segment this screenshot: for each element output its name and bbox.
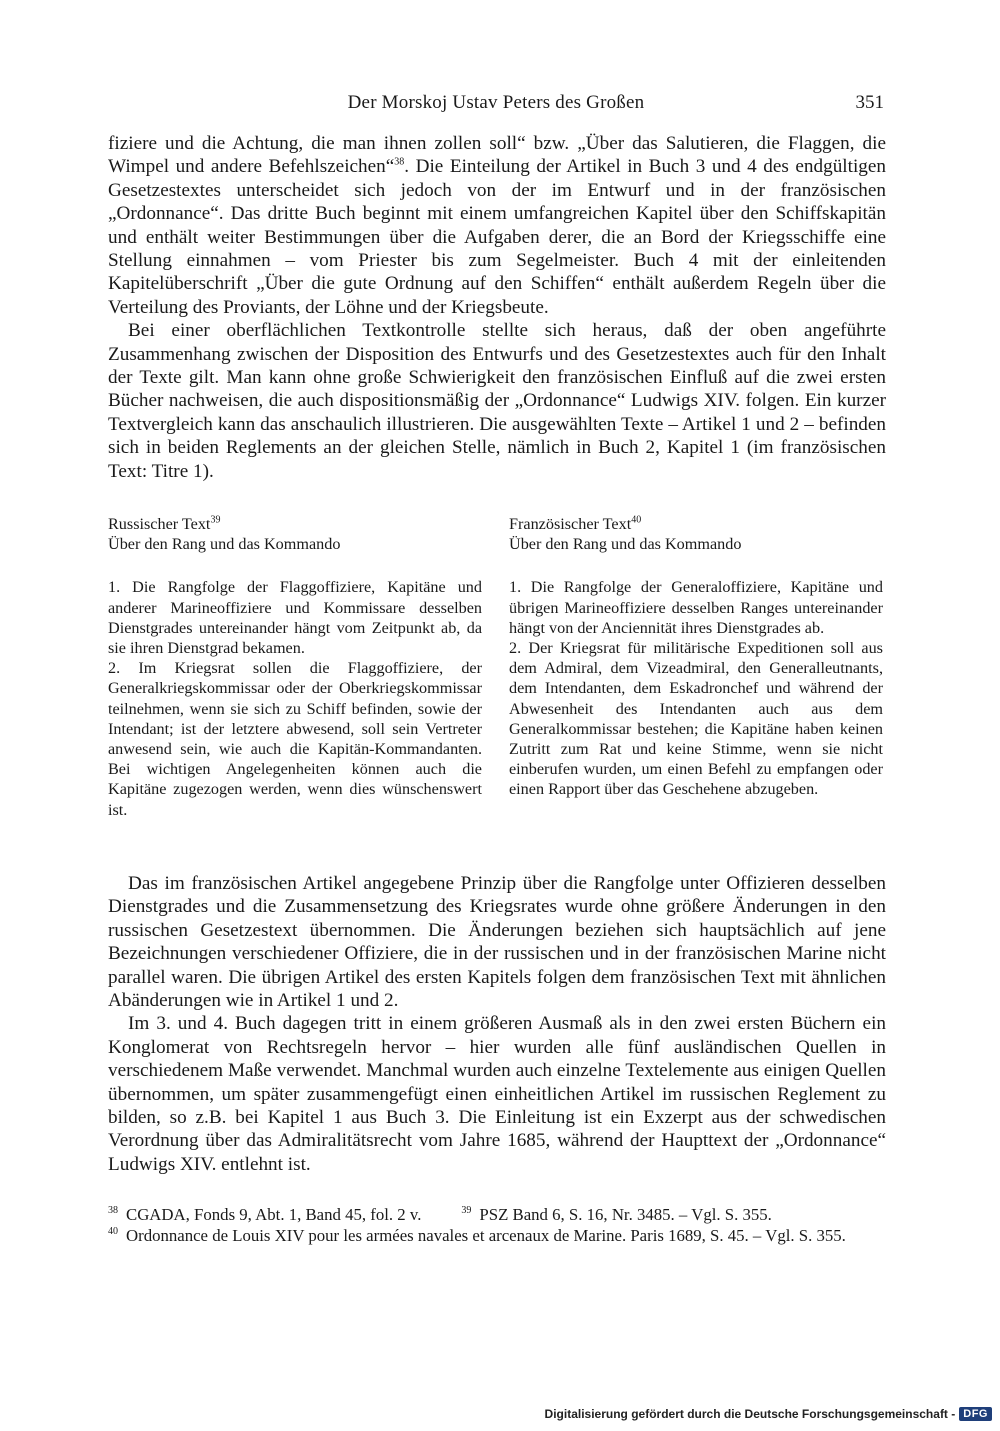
paragraph-3: Das im französischen Artikel angegebene Prinzip über die Rangfolge unter Offizieren desselben Dienstgrades und die Zusammensetzung des Kriegsrates wurde ohne größere Änderungen in den russischen Gesetzestext übernommen. Die Änderungen beziehen sich hauptsächlich auf jene Bezeichnungen verschiedener Offiziere, die in der russischen und in der französischen Marine nicht parallel waren. Die übrigen Artikel des ersten Kapitels folgen dem französischen Text mit ähnlichen Abänderungen wie in Artikel 1 und 2. bbox=[108, 873, 886, 1012]
page-number: 351 bbox=[855, 92, 884, 113]
paragraph-1-part-b: . Die Einteilung der Artikel in Buch 3 und 4 des endgültigen Gesetzestextes unterscheidet sich jedoch von der im Entwurf und in der französischen „Ordonnance“. Das dritte Buch beginnt mit einem umfangreichen Kapitel über den Schiffskapitän und enthält weiter Bestimmungen über die Aufgaben derer, die an Bord der Kriegsschiffe eine Stellung einnahmen – vom Priester bis zum Segelmeister. Buch 4 mit der einleitenden Kapitelüberschrift „Über die gute Ordnung auf den Schiffen“ enthält außerdem Regeln über die Verteilung des Proviants, der Löhne und der Kriegsbeute. bbox=[108, 156, 886, 318]
russian-text-body bbox=[108, 577, 482, 819]
footnote-38 bbox=[108, 1204, 421, 1225]
footnote-39-text: PSZ Band 6, S. 16, Nr. 3485. – Vgl. S. 355. bbox=[479, 1205, 772, 1224]
footnote-38-mark: 38 bbox=[108, 1205, 118, 1217]
footnote-ref-40: 40 bbox=[631, 514, 642, 526]
russian-article-1: 1. Die Rangfolge der Flaggoffiziere, Kapitäne und anderer Marineoffiziere und Kommissare desselben Dienstgrades untereinander hängt vom Zeitpunkt ab, da sie ihren Dienstgrad bekamen. bbox=[108, 578, 482, 658]
intro-text bbox=[108, 132, 886, 483]
footnote-38-text: CGADA, Fonds 9, Abt. 1, Band 45, fol. 2 v. bbox=[126, 1205, 422, 1224]
footnote-39 bbox=[461, 1204, 771, 1225]
russian-article-2: 2. Im Kriegsrat sollen die Flaggoffiziere, der Generalkriegskommissar oder der Oberkriegskommissar teilnehmen, wenn sie sich zu Schiff befinden, sowie der Intendant; ist der letztere abwesend, soll sein Vertreter anwesend sein, wie auch die Kapitän-Kommandanten. Bei wichtigen Angelegenheiten können auch die Kapitäne zugezogen werden, wenn dies wünschenswert ist. bbox=[108, 659, 482, 819]
footnotes bbox=[108, 1204, 888, 1246]
paragraph-4: Im 3. und 4. Buch dagegen tritt in einem größeren Ausmaß als in den zwei ersten Büchern ein Konglomerat von Rechtsregeln hervor – hier wurden alle fünf ausländischen Quellen in verschiedenem Maße verwendet. Manchmal wurden auch einzelne Textelemente aus einigen Quellen übernommen, um später zusammengefügt einen einheitlichen Artikel im russischen Reglement zu bilden, so z.B. bei Kapitel 1 aus Buch 3. Die Einleitung ist ein Exzerpt aus der schwedischen Verordnung über das Admiralitätsrecht vom Jahre 1685, während der Haupttext der „Ordonnance“ Ludwigs XIV. entlehnt ist. bbox=[108, 1013, 886, 1175]
dfg-funding-banner bbox=[545, 1405, 992, 1423]
footnote-ref-38: 38 bbox=[394, 157, 405, 169]
dfg-funding-text: Digitalisierung gefördert durch die Deutsche Forschungsgemeinschaft - bbox=[544, 1407, 956, 1421]
paragraph-1 bbox=[108, 132, 886, 319]
footnote-40 bbox=[108, 1225, 888, 1246]
paragraph-2: Bei einer oberflächlichen Textkontrolle stellte sich heraus, daß der oben angeführte Zusammenhang zwischen der Disposition des Entwurfs und des Gesetzestextes auch für den Inhalt der Texte gilt. Man kann ohne große Schwierigkeit den französischen Einfluß auf die zwei ersten Bücher nachweisen, die auch dispositionsmäßig der „Ordonnance“ Ludwigs XIV. folgen. Ein kurzer Textvergleich kann das anschaulich illustrieren. Die ausgewählten Texte – Artikel 1 und 2 – befinden sich in beiden Reglements an der gleichen Stelle, nämlich in Buch 2, Kapitel 1 (im französischen Text: Titre 1). bbox=[108, 320, 886, 482]
french-text-column bbox=[509, 514, 883, 800]
dfg-logo: DFG bbox=[959, 1407, 992, 1421]
russian-text-subtitle: Über den Rang und das Kommando bbox=[108, 535, 341, 554]
french-article-1: 1. Die Rangfolge der Generaloffiziere, Kapitäne und übrigen Marineoffiziere desselben Ranges untereinander hängt von der Anciennität ihres Dienstgrades ab. bbox=[509, 578, 883, 637]
french-text-body bbox=[509, 577, 883, 799]
running-header bbox=[108, 92, 884, 116]
russian-text-label: Russischer Text bbox=[108, 515, 211, 533]
russian-text-column bbox=[108, 514, 482, 820]
footnote-40-text: Ordonnance de Louis XIV pour les armées navales et arcenaux de Marine. Paris 1689, S. 45. – Vgl. S. 355. bbox=[126, 1226, 846, 1245]
paragraph-1-part-a: fiziere und die Achtung, die man ihnen zollen soll“ bzw. „Über das Salutieren, die Flaggen, die Wimpel und andere Befehlszeichen“ bbox=[108, 133, 886, 178]
footnote-ref-39: 39 bbox=[210, 514, 221, 526]
russian-text-heading bbox=[108, 514, 482, 534]
running-title: Der Morskoj Ustav Peters des Großen bbox=[347, 92, 645, 113]
french-text-heading bbox=[509, 514, 883, 534]
french-text-label: Französischer Text bbox=[509, 515, 632, 533]
footnote-row bbox=[108, 1204, 888, 1225]
french-article-2: 2. Der Kriegsrat für militärische Expeditionen soll aus dem Admiral, dem Vizeadmiral, den Generalleutnants, dem Intendanten, dem Eskadronchef und während der Abwesenheit des Intendanten auch aus dem Generalkommissar bestehen; die Kapitäne haben keinen Zutritt zum Rat und keine Stimme, wenn sie nicht einberufen wurden, um einen Befehl zu empfangen oder einen Rapport über das Geschehene abzugeben. bbox=[509, 639, 883, 799]
footnote-39-mark: 39 bbox=[461, 1205, 472, 1217]
conclusion-text bbox=[108, 872, 886, 1176]
footnote-40-mark: 40 bbox=[108, 1226, 118, 1238]
french-text-subtitle: Über den Rang und das Kommando bbox=[509, 535, 742, 554]
